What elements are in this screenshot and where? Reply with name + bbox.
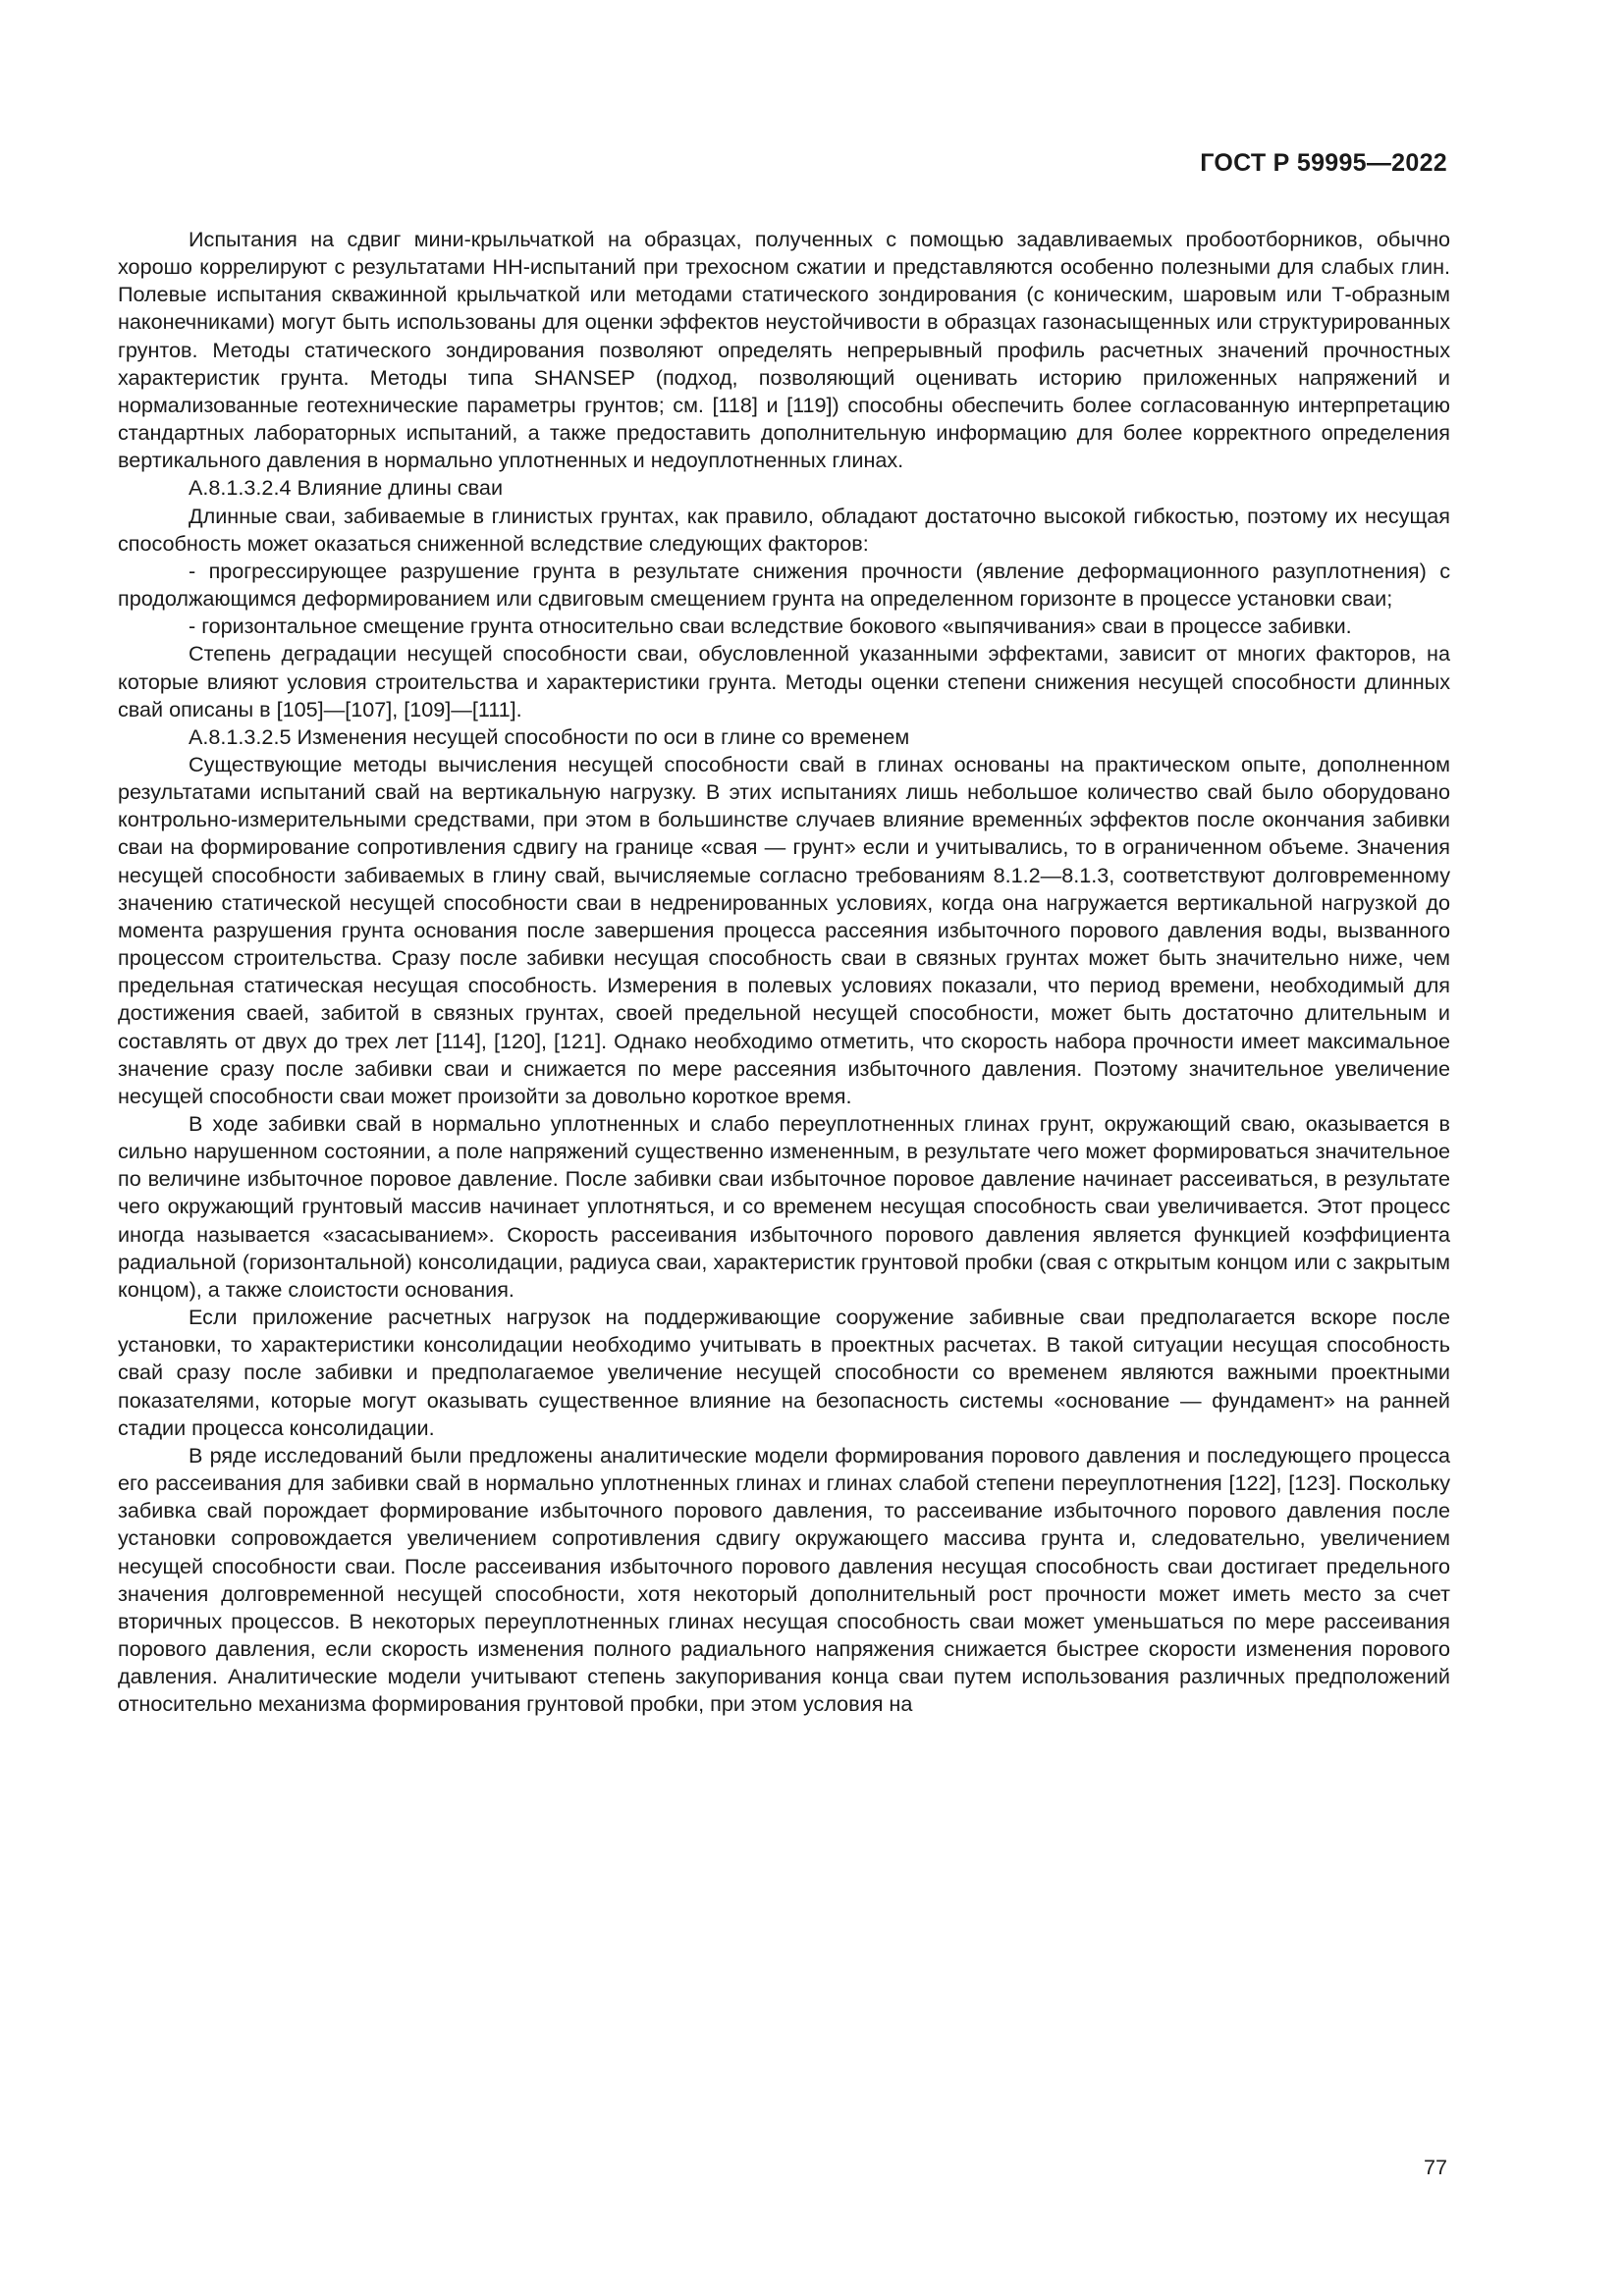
list-item: - прогрессирующее разрушение грунта в результате снижения прочности (явление деформационного разуплотнения) с продолжающимся деформированием или сдвиговым смещением грунта на определенном горизонте в процессе установки сваи; [118, 558, 1450, 612]
paragraph: Существующие методы вычисления несущей способности свай в глинах основаны на практическом опыте, дополненном результатами испытаний свай на вертикальную нагрузку. В этих испытаниях лишь небольшое количество свай было оборудовано контрольно-измерительными средствами, при этом в большинстве случаев влияние временны́х эффектов после окончания забивки сваи на формирование сопротивления сдвигу на границе «свая — грунт» если и учитывались, то в ограниченном объеме. Значения несущей способности забиваемых в глину свай, вычисляемые согласно требованиям 8.1.2—8.1.3, соответствуют долговременному значению статической несущей способности сваи в недренированных условиях, когда она нагружается вертикальной нагрузкой до момента разрушения грунта основания после завершения процесса рассеяния избыточного порового давления воды, вызванного процессом строительства. Сразу после забивки несущая способность сваи в связных грунтах может быть значительно ниже, чем предельная статическая несущая способность. Измерения в полевых условиях показали, что период времени, необходимый для достижения сваей, забитой в связных грунтах, своей предельной несущей способности, может быть достаточно длительным и составлять от двух до трех лет [114], [120], [121]. Однако необходимо отметить, что скорость набора прочности имеет максимальное значение сразу после забивки сваи и снижается по мере рассеяния избыточного давления. Поэтому значительное увеличение несущей способности сваи может произойти за довольно короткое время. [118, 751, 1450, 1108]
list-item: - горизонтальное смещение грунта относительно сваи вследствие бокового «выпячивания» сваи в процессе забивки. [189, 614, 1352, 639]
standard-designation: ГОСТ Р 59995—2022 [1200, 149, 1447, 177]
paragraph: Испытания на сдвиг мини-крыльчаткой на образцах, полученных с помощью задавливаемых пробоотборников, обычно хорошо коррелируют с результатами НН-испытаний при трехосном сжатии и представляются особенно полезными для слабых глин. Полевые испытания скважинной крыльчаткой или методами статического зондирования (с коническим, шаровым или Т-образным наконечниками) могут быть использованы для оценки эффектов неустойчивости в образцах газонасыщенных или структурированных грунтов. Методы статического зондирования позволяют определять непрерывный профиль расчетных значений прочностных характеристик грунта. Методы типа SHANSEP (подход, позволяющий оценивать историю приложенных напряжений и нормализованные геотехнические параметры грунтов; см. [118] и [119]) способны обеспечить более согласованную интерпретацию стандартных лабораторных испытаний, а также предоставить дополнительную информацию для более корректного определения вертикального давления в нормально уплотненных и недоуплотненных глинах. [118, 227, 1450, 473]
paragraph: Длинные сваи, забиваемые в глинистых грунтах, как правило, обладают достаточно высокой гибкостью, поэтому их несущая способность может оказаться сниженной вследствие следующих факторов: [118, 503, 1450, 556]
section-heading: А.8.1.3.2.5 Изменения несущей способности по оси в глине со временем [189, 723, 910, 749]
paragraph: Степень деградации несущей способности сваи, обусловленной указанными эффектами, зависит от многих факторов, на которые влияют условия строительства и характеристики грунта. Методы оценки степени снижения несущей способности длинных свай описаны в [105]—[107], [109]—[111]. [118, 641, 1450, 721]
paragraph: В ходе забивки свай в нормально уплотненных и слабо переуплотненных глинах грунт, окружающий сваю, оказывается в сильно нарушенном состоянии, а поле напряжений существенно измененным, в результате чего может формироваться значительное по величине избыточное поровое давление. После забивки сваи избыточное поровое давление начинает рассеиваться, в результате чего окружающий грунтовый массив начинает уплотняться, и со временем несущая способность сваи увеличивается. Этот процесс иногда называется «засасыванием». Скорость рассеивания избыточного порового давления является функцией коэффициента радиальной (горизонтальной) консолидации, радиуса сваи, характеристик грунтовой пробки (свая с открытым концом или с закрытым концом), а также слоистости основания. [118, 1111, 1450, 1302]
section-heading: А.8.1.3.2.4 Влияние длины сваи [189, 475, 504, 501]
body-text [118, 226, 1450, 1718]
paragraph: Если приложение расчетных нагрузок на поддерживающие сооружение забивные сваи предполагается вскоре после установки, то характеристики консолидации необходимо учитывать в проектных расчетах. В такой ситуации несущая способность свай сразу после забивки и предполагаемое увеличение несущей способности со временем являются важными проектными показателями, которые могут оказывать существенное влияние на безопасность системы «основание — фундамент» на ранней стадии процесса консолидации. [118, 1305, 1450, 1440]
paragraph: В ряде исследований были предложены аналитические модели формирования порового давления и последующего процесса его рассеивания для забивки свай в нормально уплотненных глинах и глинах слабой степени переуплотнения [122], [123]. Поскольку забивка свай порождает формирование избыточного порового давления, то рассеивание избыточного порового давления после установки сопровождается увеличением сопротивления сдвигу окружающего массива грунта и, следовательно, увеличением несущей способности сваи. После рассеивания избыточного порового давления несущая способность сваи достигает предельного значения долговременной несущей способности, хотя некоторый дополнительный рост прочности может иметь место за счет вторичных процессов. В некоторых переуплотненных глинах несущая способность сваи может уменьшаться по мере рассеивания порового давления, если скорость изменения полного радиального напряжения снижается быстрее скорости изменения порового давления. Аналитические модели учитывают степень закупоривания конца сваи путем использования различных предположений относительно механизма формирования грунтовой пробки, при этом условия на [118, 1442, 1450, 1717]
page-number: 77 [1423, 2155, 1447, 2179]
